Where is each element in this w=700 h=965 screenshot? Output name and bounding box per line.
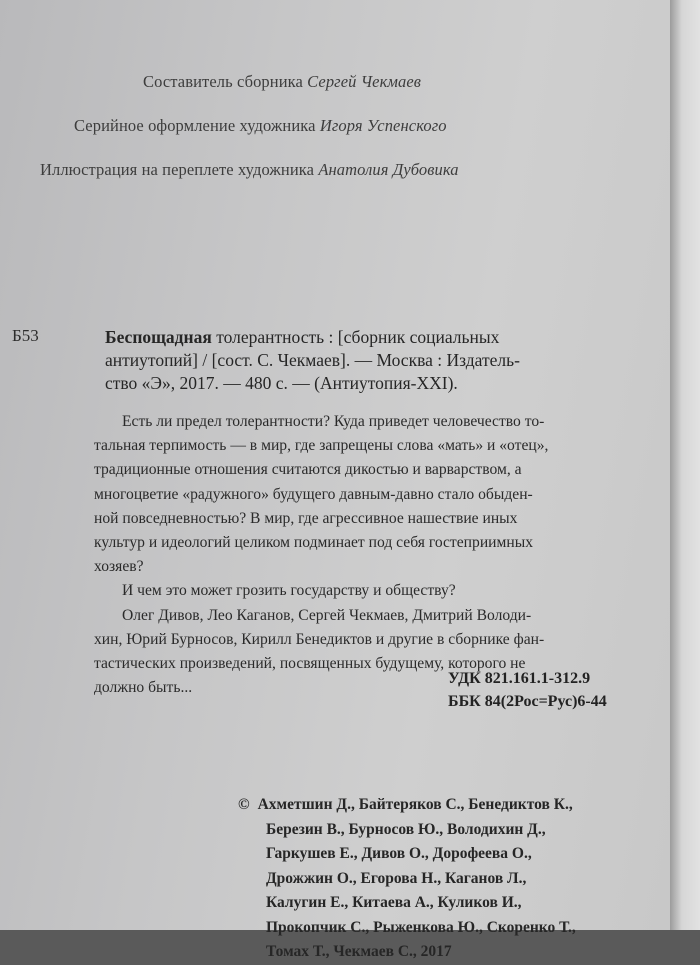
- classification-codes: [448, 667, 607, 713]
- copyright-line: Гаркушев Е., Дивов О., Дорофеева О.,: [266, 845, 532, 862]
- annotation-line: культур и идеологий целиком подминает под себя гостеприимных: [94, 534, 533, 552]
- annotation-line: И чем это может грозить государству и обществу?: [122, 582, 456, 600]
- bibliographic-line: антиутопий] / [сост. С. Чекмаев]. — Москва : Издатель-: [105, 350, 520, 370]
- compiler-name: Сергей Чекмаев: [307, 72, 422, 91]
- annotation-line: Есть ли предел толерантности? Куда приведет человечество то-: [122, 413, 545, 430]
- annotation-line: тальная терпимость — в мир, где запрещены слова «мать» и «отец»,: [94, 437, 549, 455]
- series-design-credit: [74, 116, 447, 136]
- compiler-label: Составитель сборника: [143, 72, 303, 91]
- catalog-code: Б53: [12, 326, 39, 345]
- compiler-credit: [143, 72, 421, 92]
- annotation-line: традиционные отношения считаются дикостью и варварством, а: [94, 461, 522, 479]
- bibliographic-record: [105, 326, 635, 395]
- annotation-line: хин, Юрий Бурносов, Кирилл Бенедиктов и другие в сборнике фан-: [94, 630, 545, 648]
- next-page-edge: [670, 0, 700, 930]
- copyright-symbol: ©: [238, 796, 250, 813]
- copyright-line: Дрожжин О., Егорова Н., Каганов Л.,: [266, 869, 527, 887]
- book-title: Беспощадная: [105, 327, 212, 347]
- annotation-line: тастических произведений, посвященных будущему, которого не: [94, 655, 526, 673]
- annotation-line: должно быть...: [94, 679, 193, 697]
- copyright-block: [238, 793, 678, 965]
- illustration-credit: [40, 160, 459, 180]
- annotation: [94, 410, 639, 700]
- annotation-line: Олег Дивов, Лео Каганов, Сергей Чекмаев, Дмитрий Володи-: [122, 606, 532, 624]
- copyright-line: Томах Т., Чекмаев С., 2017: [266, 943, 452, 960]
- copyright-line: Березин В., Бурносов Ю., Володихин Д.,: [266, 820, 546, 838]
- bibliographic-line: ство «Э», 2017. — 480 с. — (Антиутопия-XXI).: [105, 373, 458, 393]
- copyright-line: Калугин Е., Китаева А., Куликов И.,: [266, 894, 522, 911]
- series-artist-name: Игоря Успенского: [319, 116, 447, 135]
- illustration-label: Иллюстрация на переплете художника: [40, 160, 315, 179]
- illustration-artist-name: Анатолия Дубовика: [318, 160, 459, 179]
- copyright-line: © Ахметшин Д., Байтеряков С., Бенедиктов К.,: [238, 796, 573, 813]
- copyright-line: Прокопчик С., Рыженкова Ю., Скоренко Т.,: [266, 918, 576, 936]
- udk-code: УДК 821.161.1-312.9: [448, 670, 591, 687]
- bbk-code: ББК 84(2Рос=Рус)6-44: [448, 693, 607, 710]
- annotation-line: многоцветие «радужного» будущего давным-давно стало обыден-: [94, 485, 533, 503]
- annotation-line: хозяев?: [94, 558, 144, 576]
- series-label: Серийное оформление художника: [74, 116, 316, 135]
- bibliographic-line: Беспощадная толерантность : [сборник социальных: [105, 327, 500, 347]
- annotation-line: ной повседневностью? В мир, где агрессивное нашествие иных: [94, 509, 518, 527]
